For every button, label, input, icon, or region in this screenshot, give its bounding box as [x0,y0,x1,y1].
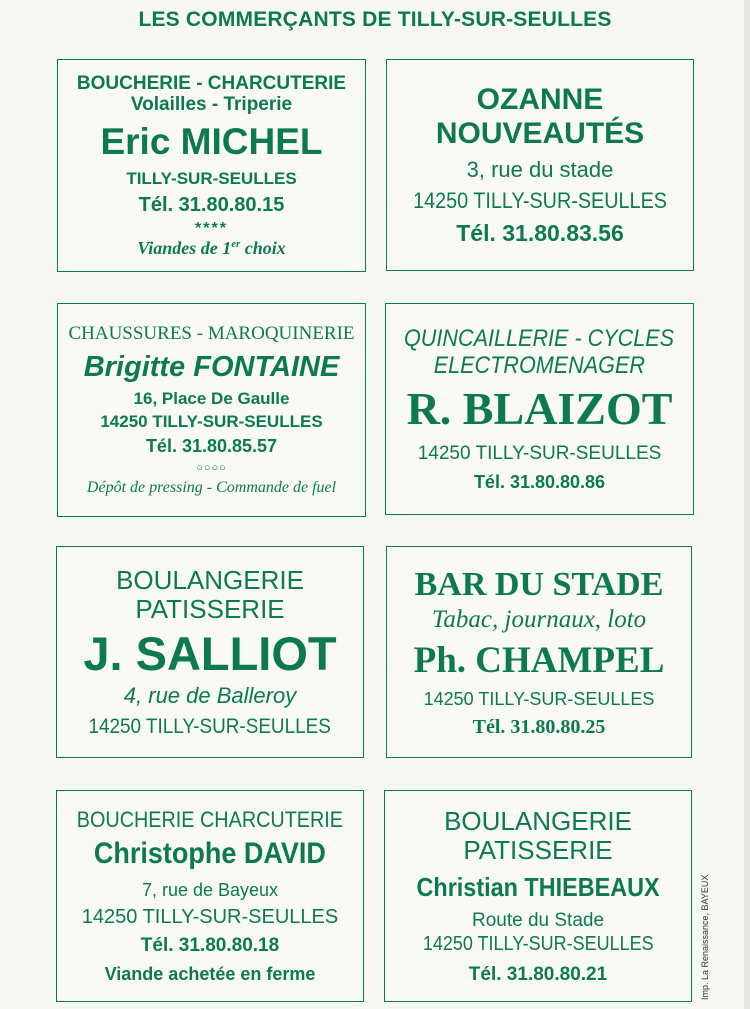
ad-phone: Tél. 31.80.85.57 [145,436,278,457]
ad-category: Tabac, journaux, loto [431,606,647,634]
ad-town: 14250 TILLY-SUR-SEULLES [88,714,332,738]
ad-phone: Tél. 31.80.83.56 [456,220,624,247]
ad-phone: Tél. 31.80.80.21 [468,963,608,985]
ad-subcategory: PATISSERIE [463,834,613,865]
ad-merchant-name: J. SALLIOT [83,626,337,680]
ad-tagline: Dépôt de pressing - Commande de fuel [86,478,337,496]
ad-address: Route du Stade [471,910,605,932]
ad-ph-champel [386,546,692,758]
ad-town: 14250 TILLY-SUR-SEULLES [417,442,662,464]
printer-imprint: Imp. La Renaissance, BAYEUX [700,874,710,1000]
ad-subcategory: ELECTROMENAGER [433,351,646,379]
page-edge [744,0,750,1009]
page-title: LES COMMERÇANTS DE TILLY-SUR-SEULLES [138,8,612,31]
ad-phone: Tél. 31.80.80.25 [472,715,606,738]
ad-merchant-name: Christophe DAVID [93,836,327,870]
ad-phone: Tél. 31.80.80.18 [140,934,280,956]
ad-town: 14250 TILLY-SUR-SEULLES [423,689,655,710]
ad-j-salliot [56,546,364,758]
ad-tagline: Viande achetée en ferme [104,963,316,984]
ad-ozanne [386,59,694,271]
ad-category: BOUCHERIE - CHARCUTERIE [76,72,347,94]
ad-merchant-name: Christian THIEBEAUX [416,872,660,903]
ad-eric-michel [57,59,366,272]
ad-town: TILLY-SUR-SEULLES [126,168,297,188]
ad-category: BOULANGERIE [116,564,304,595]
ad-merchant-name: R. BLAIZOT [406,383,673,435]
ad-christophe-david [56,790,364,1002]
ad-tagline: Viandes de 1er choix [137,238,286,259]
ad-category: CHAUSSURES - MAROQUINERIE [68,323,355,345]
ad-address: 3, rue du stade [466,157,614,183]
ad-town: 14250 TILLY-SUR-SEULLES [100,412,323,432]
ad-town: 14250 TILLY-SUR-SEULLES [81,906,339,929]
ad-category: QUINCAILLERIE - CYCLES [404,324,675,352]
ad-business-name: BAR DU STADE [414,565,664,603]
ad-subcategory: Volailles - Triperie [130,94,293,116]
ad-address: 4, rue de Balleroy [123,683,297,709]
ad-category: BOULANGERIE [444,805,632,836]
ad-brigitte-fontaine [57,303,366,517]
ad-merchant-name: Brigitte FONTAINE [83,350,340,383]
ad-address: 16, Place De Gaulle [133,389,290,409]
ad-category: NOUVEAUTÉS [435,116,645,150]
ad-stars: ○○○○ [196,462,227,475]
ad-r-blaizot [385,303,694,515]
ad-christian-thiebeaux [384,790,692,1002]
ad-subcategory: PATISSERIE [135,593,285,624]
ad-town: 14250 TILLY-SUR-SEULLES [413,187,667,213]
ad-phone: Tél. 31.80.80.15 [138,193,285,216]
ad-address: 7, rue de Bayeux [141,880,279,901]
ad-merchant-name: OZANNE [476,82,604,116]
ad-phone: Tél. 31.80.80.86 [473,472,606,493]
ad-merchant-name: Eric MICHEL [100,121,323,163]
ad-category: BOUCHERIE CHARCUTERIE [76,806,344,832]
ad-merchant-name: Ph. CHAMPEL [413,640,665,682]
ad-stars: **** [195,220,228,238]
ad-town: 14250 TILLY-SUR-SEULLES [422,933,654,956]
